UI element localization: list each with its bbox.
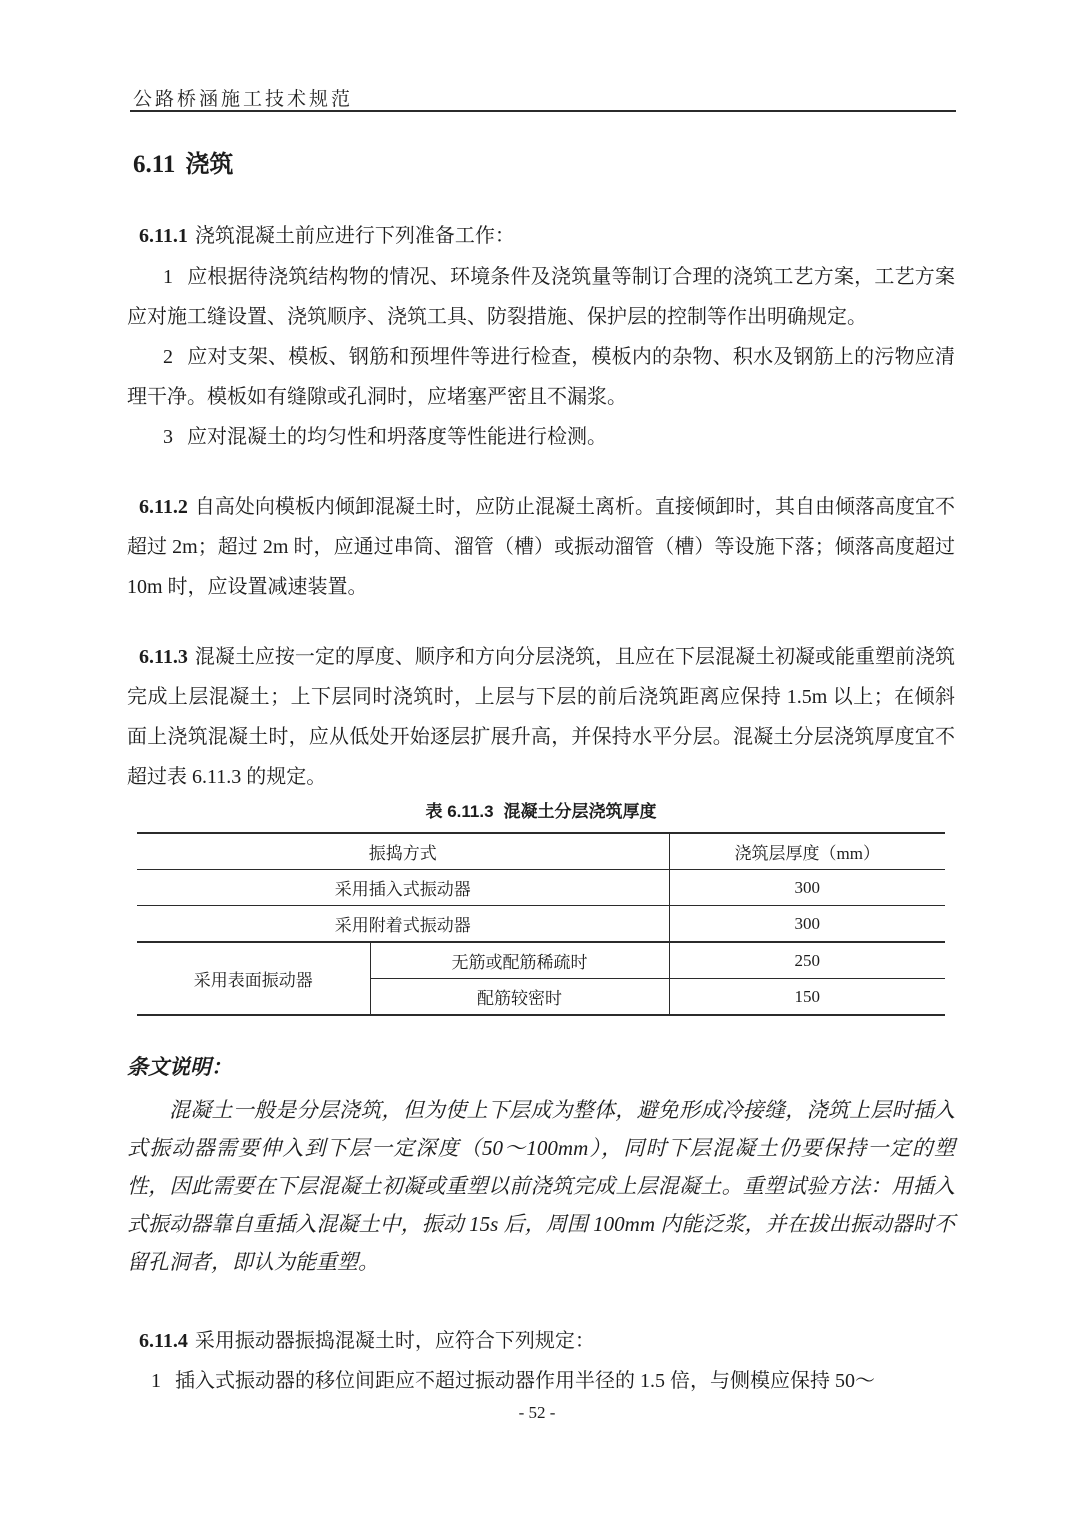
clause-6-11-1-item-3 [127, 417, 955, 457]
page-number: - 52 - [518, 1403, 556, 1422]
clause-6-11-1-lead [127, 216, 955, 256]
table-row [137, 870, 945, 906]
item-text: 插入式振动器的移位间距应不超过振动器作用半径的 1.5 倍，与侧模应保持 50～ [175, 1370, 875, 1392]
section-title: 浇筑 [185, 151, 234, 178]
cell-value: 150 [669, 979, 945, 1016]
cell-method-group: 采用表面振动器 [193, 971, 313, 990]
clause-number: 6.11.1 [139, 225, 188, 247]
header-cell-method: 振捣方式 [137, 833, 669, 870]
table-row [137, 906, 945, 943]
layer-thickness-table [137, 832, 945, 1016]
clause-6-11-3 [127, 637, 955, 797]
item-number: 3 [163, 426, 173, 448]
item-text: 应对混凝土的均匀性和坍落度等性能进行检测。 [187, 426, 607, 448]
cell-value: 300 [669, 870, 945, 906]
clause-number: 6.11.3 [139, 646, 188, 668]
item-number: 1 [151, 1370, 161, 1392]
clause-6-11-4-lead [127, 1321, 955, 1361]
section-number: 6.11 [133, 151, 176, 178]
cell-method: 采用插入式振动器 [137, 870, 669, 906]
cell-condition: 配筋较密时 [370, 979, 669, 1016]
section-heading [133, 144, 233, 179]
item-number: 2 [163, 346, 173, 368]
clause-6-11-4-item-1 [127, 1361, 955, 1401]
commentary-paragraph: 混凝土一般是分层浇筑，但为使上下层成为整体，避免形成冷接缝，浇筑上层时插入式振动器需要伸入到下层一定深度（50～100mm），同时下层混凝土仍要保持一定的塑性，因此需要在下层混凝土初凝或重塑以前浇筑完成上层混凝土。重塑试验方法：用插入式振动器靠自重插入混凝土中，振动 15s 后，周围 100mm 内能泛浆，并在拔出振动器时不留孔洞者，即认为能重塑。 [127, 1098, 955, 1274]
table-caption [137, 797, 945, 822]
clause-6-11-1-item-1 [127, 257, 955, 337]
clause-text: 采用振动器振捣混凝土时，应符合下列规定： [194, 1330, 595, 1352]
table-row [137, 942, 945, 979]
clause-text: 自高处向模板内倾卸混凝土时，应防止混凝土离析。直接倾卸时，其自由倾落高度宜不超过 2m；超过 2m 时，应通过串筒、溜管（槽）或振动溜管（槽）等设施下落；倾落高度超过 10m 时，应设置减速装置。 [127, 496, 955, 598]
table-caption-label: 表 6.11.3 [425, 802, 494, 821]
cell-value: 300 [669, 906, 945, 943]
item-text: 应根据待浇筑结构物的情况、环境条件及浇筑量等制订合理的浇筑工艺方案，工艺方案应对施工缝设置、浇筑顺序、浇筑工具、防裂措施、保护层的控制等作出明确规定。 [127, 266, 955, 328]
clause-number: 6.11.2 [139, 496, 188, 518]
header-rule [130, 110, 956, 112]
table-header-row [137, 833, 945, 870]
running-header: 公路桥涵施工技术规范 [133, 89, 354, 110]
clause-6-11-2 [127, 487, 955, 607]
cell-condition: 无筋或配筋稀疏时 [370, 942, 669, 979]
clause-text: 混凝土应按一定的厚度、顺序和方向分层浇筑，且应在下层混凝土初凝或能重塑前浇筑完成上层混凝土；上下层同时浇筑时，上层与下层的前后浇筑距离应保持 1.5m 以上；在倾斜面上浇筑混凝土时，应从低处开始逐层扩展升高，并保持水平分层。混凝土分层浇筑厚度宜不超过表 6.11.3 的规定。 [127, 646, 955, 788]
item-number: 1 [163, 266, 173, 288]
cell-method: 采用附着式振动器 [137, 906, 669, 943]
clause-text: 浇筑混凝土前应进行下列准备工作： [194, 225, 515, 247]
table-caption-title: 混凝土分层浇筑厚度 [503, 802, 657, 821]
cell-value: 250 [669, 942, 945, 979]
clause-number: 6.11.4 [139, 1330, 188, 1352]
header-cell-thickness: 浇筑层厚度（mm） [669, 833, 945, 870]
clause-6-11-1-item-2 [127, 337, 955, 417]
item-text: 应对支架、模板、钢筋和预埋件等进行检查，模板内的杂物、积水及钢筋上的污物应清理干净。模板如有缝隙或孔洞时，应堵塞严密且不漏浆。 [127, 346, 955, 408]
commentary-label: 条文说明： [127, 1055, 232, 1079]
